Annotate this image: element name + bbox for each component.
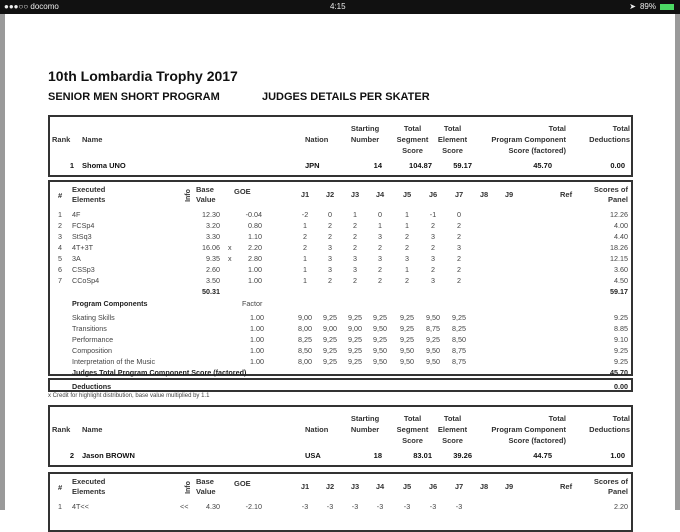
pcs-header: Program Component xyxy=(491,425,566,434)
judge-score: 9,25 xyxy=(323,357,337,366)
component-name: Interpretation of the Music xyxy=(72,357,156,366)
panel-header: Panel xyxy=(607,195,628,204)
judge-score: 9,00 xyxy=(348,324,362,333)
element-code: StSq3 xyxy=(72,232,92,241)
judge-score: 2 xyxy=(353,243,357,252)
element-code: 3A xyxy=(72,254,81,263)
judge-score: 9,25 xyxy=(452,313,466,322)
num-header: # xyxy=(58,483,63,492)
element-code: 4T<< xyxy=(72,502,89,511)
judge-score: 9,00 xyxy=(323,324,337,333)
base-header: Base xyxy=(196,185,214,194)
goe-value: 1.00 xyxy=(248,265,262,274)
goe-value: 0.80 xyxy=(248,221,262,230)
panel-score: 2.20 xyxy=(614,502,628,511)
judge-header: J8 xyxy=(479,482,489,491)
tes-header: Total xyxy=(443,124,462,133)
scores-header: Scores of xyxy=(593,477,628,486)
judge-score: 9,00 xyxy=(298,313,312,322)
panel-header: Panel xyxy=(607,487,628,496)
judge-score: -2 xyxy=(301,210,309,219)
judge-header: J6 xyxy=(428,190,438,199)
base-value: 9.35 xyxy=(206,254,220,263)
judge-score: 8,25 xyxy=(452,324,466,333)
pcs-total-label: Judges Total Program Component Score (factored) xyxy=(72,368,247,377)
judge-score: 9,25 xyxy=(373,335,387,344)
tss-header: Segment xyxy=(396,135,429,144)
deductions-label: Deductions xyxy=(72,382,112,391)
total-deductions: 1.00 xyxy=(610,451,625,460)
skater-rank: 2 xyxy=(69,451,74,460)
judge-score: 1 xyxy=(405,265,409,274)
deductions-value: 0.00 xyxy=(614,382,628,391)
component-factor: 1.00 xyxy=(250,346,264,355)
judge-header: J3 xyxy=(350,482,360,491)
ref-header: Ref xyxy=(560,482,573,491)
judge-score: -3 xyxy=(403,502,411,511)
judge-score: 0 xyxy=(457,210,461,219)
panel-score: 12.26 xyxy=(610,210,628,219)
segment-title: SENIOR MEN SHORT PROGRAM xyxy=(48,91,220,103)
name-header: Name xyxy=(82,425,103,434)
judge-header: J9 xyxy=(504,190,514,199)
judge-score: 3 xyxy=(457,243,461,252)
num-header: # xyxy=(58,191,63,200)
judge-score: 8,25 xyxy=(298,335,312,344)
judge-score: 9,25 xyxy=(373,313,387,322)
component-factor: 1.00 xyxy=(250,335,264,344)
judge-score: 8,00 xyxy=(298,324,312,333)
element-number: 1 xyxy=(58,210,62,219)
judge-score: 9,25 xyxy=(323,335,337,344)
judge-score: 9,50 xyxy=(426,357,440,366)
elements-header: Elements xyxy=(72,195,106,204)
component-score: 8.85 xyxy=(614,324,628,333)
judge-score: 2 xyxy=(405,243,409,252)
judge-score: 2 xyxy=(457,265,461,274)
info-header: Info xyxy=(184,481,192,494)
status-right xyxy=(629,0,674,14)
bonus-marker: x xyxy=(228,254,232,263)
panel-score: 4.00 xyxy=(614,221,628,230)
judge-header: J6 xyxy=(428,482,438,491)
starting-header: Starting xyxy=(350,414,380,423)
tss-header: Score xyxy=(402,146,423,155)
rank-header: Rank xyxy=(52,135,71,144)
element-number: 7 xyxy=(58,276,62,285)
judge-score: 2 xyxy=(378,276,382,285)
deductions-header: Total xyxy=(612,124,630,133)
status-bar xyxy=(0,0,680,14)
deductions-header: Deductions xyxy=(589,135,630,144)
judge-score: 9,50 xyxy=(373,357,387,366)
judge-score: 1 xyxy=(303,221,307,230)
judge-score: 9,50 xyxy=(373,346,387,355)
judge-header: J1 xyxy=(300,190,310,199)
element-info: << xyxy=(180,502,189,511)
goe-value: 1.10 xyxy=(248,232,262,241)
skater-name: Jason BROWN xyxy=(82,451,135,460)
judge-score: 3 xyxy=(405,254,409,263)
right-edge xyxy=(675,14,680,510)
number-header: Number xyxy=(350,135,380,144)
element-number: 4 xyxy=(58,243,62,252)
judge-score: 2 xyxy=(431,221,435,230)
judge-header: J4 xyxy=(375,482,385,491)
judge-score: 1 xyxy=(378,221,382,230)
judge-score: 2 xyxy=(405,276,409,285)
judge-score: 9,50 xyxy=(373,324,387,333)
component-name: Performance xyxy=(72,335,114,344)
judge-score: 8,00 xyxy=(298,357,312,366)
judge-score: 9,25 xyxy=(348,313,362,322)
judge-score: 9,25 xyxy=(426,335,440,344)
judge-score: 9,25 xyxy=(323,313,337,322)
tss-header: Total xyxy=(403,414,422,423)
judge-score: 2 xyxy=(328,221,332,230)
info-header: Info xyxy=(184,189,192,202)
judge-header: J2 xyxy=(325,190,335,199)
goe-value: 1.00 xyxy=(248,276,262,285)
judge-score: 2 xyxy=(303,243,307,252)
judge-score: 2 xyxy=(353,221,357,230)
judge-score: 3 xyxy=(328,243,332,252)
judge-score: 2 xyxy=(457,254,461,263)
judge-score: 3 xyxy=(378,254,382,263)
name-header: Name xyxy=(82,135,103,144)
total-segment-score: 104.87 xyxy=(409,161,432,170)
judge-header: J5 xyxy=(402,482,412,491)
tes-header: Total xyxy=(443,414,462,423)
judge-header: J7 xyxy=(454,482,464,491)
panel-score: 4.40 xyxy=(614,232,628,241)
event-title: 10th Lombardia Trophy 2017 xyxy=(48,68,238,84)
judge-score: 9,50 xyxy=(400,346,414,355)
nation-header: Nation xyxy=(305,425,329,434)
element-number: 3 xyxy=(58,232,62,241)
judge-score: 2 xyxy=(303,232,307,241)
judge-score: 2 xyxy=(431,243,435,252)
element-code: CCoSp4 xyxy=(72,276,100,285)
goe-value: -2.10 xyxy=(245,502,262,511)
judge-score: 1 xyxy=(303,276,307,285)
judge-header: J7 xyxy=(454,190,464,199)
skater-name: Shoma UNO xyxy=(82,161,126,170)
left-edge xyxy=(0,14,5,510)
judge-score: 9,25 xyxy=(323,346,337,355)
location-icon: ➤ xyxy=(629,2,636,11)
starting-header: Starting xyxy=(350,124,380,133)
total-element-score: 59.17 xyxy=(453,161,472,170)
elements-table xyxy=(48,472,633,532)
panel-score: 3.60 xyxy=(614,265,628,274)
judge-score: 1 xyxy=(405,210,409,219)
goe-value: -0.04 xyxy=(245,210,262,219)
report-title: JUDGES DETAILS PER SKATER xyxy=(262,91,430,103)
starting-number: 18 xyxy=(373,451,382,460)
judge-score: 3 xyxy=(431,232,435,241)
base-value: 3.30 xyxy=(206,232,220,241)
judge-score: -3 xyxy=(429,502,437,511)
skater-nation: JPN xyxy=(305,161,320,170)
panel-score: 4.50 xyxy=(614,276,628,285)
judge-score: 3 xyxy=(431,276,435,285)
tes-header: Element xyxy=(437,135,468,144)
base-value: 2.60 xyxy=(206,265,220,274)
total-pcs: 45.70 xyxy=(533,161,552,170)
pcs-header: Score (factored) xyxy=(508,146,566,155)
judge-score: 8,75 xyxy=(452,357,466,366)
judge-score: -1 xyxy=(429,210,437,219)
judge-score: 0 xyxy=(328,210,332,219)
tes-header: Score xyxy=(442,436,463,445)
carrier: ●●●○○ docomo xyxy=(4,2,59,11)
judge-score: 1 xyxy=(303,254,307,263)
scores-header: Scores of xyxy=(593,185,628,194)
judge-score: 9,25 xyxy=(400,335,414,344)
elements-table xyxy=(48,180,633,376)
skater-summary xyxy=(48,115,633,177)
skater-nation: USA xyxy=(305,451,321,460)
judge-score: 2 xyxy=(431,265,435,274)
pcs-header: Total xyxy=(548,414,566,423)
base-value: 4.30 xyxy=(206,502,220,511)
component-factor: 1.00 xyxy=(250,357,264,366)
rank-header: Rank xyxy=(52,425,71,434)
element-code: 4F xyxy=(72,210,81,219)
base-value: 3.20 xyxy=(206,221,220,230)
pcs-header: Program Component xyxy=(491,135,566,144)
judge-score: 3 xyxy=(378,232,382,241)
component-name: Skating Skills xyxy=(72,313,115,322)
deductions-row xyxy=(48,378,633,392)
judge-score: 3 xyxy=(353,254,357,263)
judge-score: 9,50 xyxy=(400,357,414,366)
skater-rank: 1 xyxy=(69,161,74,170)
judge-score: 2 xyxy=(405,232,409,241)
base-value-total: 50.31 xyxy=(202,287,220,296)
component-score: 9.25 xyxy=(614,346,628,355)
judge-score: -3 xyxy=(326,502,334,511)
base-header: Base xyxy=(196,477,214,486)
judge-score: 2 xyxy=(378,243,382,252)
goe-header: GOE xyxy=(234,187,251,196)
judge-score: 1 xyxy=(353,210,357,219)
tss-header: Segment xyxy=(396,425,429,434)
judge-score: 9,50 xyxy=(426,346,440,355)
element-code: FCSp4 xyxy=(72,221,95,230)
ref-header: Ref xyxy=(560,190,573,199)
element-number: 2 xyxy=(58,221,62,230)
value-header: Value xyxy=(196,195,216,204)
tes-header: Element xyxy=(437,425,468,434)
goe-header: GOE xyxy=(234,479,251,488)
pcs-total: 45.70 xyxy=(610,368,628,377)
component-name: Transitions xyxy=(72,324,107,333)
judge-score: 2 xyxy=(328,232,332,241)
judge-score: 3 xyxy=(328,254,332,263)
judge-score: -3 xyxy=(301,502,309,511)
number-header: Number xyxy=(350,425,380,434)
component-score: 9.25 xyxy=(614,313,628,322)
judge-header: J1 xyxy=(300,482,310,491)
judge-score: 3 xyxy=(353,265,357,274)
judge-score: 9,25 xyxy=(348,357,362,366)
judge-score: 9,25 xyxy=(348,335,362,344)
tss-header: Score xyxy=(402,436,423,445)
judge-header: J5 xyxy=(402,190,412,199)
judge-score: 2 xyxy=(328,276,332,285)
element-number: 1 xyxy=(58,502,62,511)
factor-label: Factor xyxy=(242,299,263,308)
value-header: Value xyxy=(196,487,216,496)
judge-score: -3 xyxy=(455,502,463,511)
judge-score: -3 xyxy=(351,502,359,511)
judge-score: 9,25 xyxy=(400,313,414,322)
base-value: 3.50 xyxy=(206,276,220,285)
element-code: CSSp3 xyxy=(72,265,95,274)
judge-score: 9,25 xyxy=(400,324,414,333)
pcs-header: Score (factored) xyxy=(508,436,566,445)
goe-value: 2.80 xyxy=(248,254,262,263)
total-segment-score: 83.01 xyxy=(413,451,432,460)
judge-score: 2 xyxy=(353,276,357,285)
judge-score: 9,50 xyxy=(426,313,440,322)
judge-score: -3 xyxy=(376,502,384,511)
element-number: 6 xyxy=(58,265,62,274)
nation-header: Nation xyxy=(305,135,329,144)
judge-score: 2 xyxy=(353,232,357,241)
judge-score: 2 xyxy=(457,276,461,285)
panel-score: 18.26 xyxy=(610,243,628,252)
judge-score: 3 xyxy=(431,254,435,263)
judge-score: 1 xyxy=(405,221,409,230)
battery-percent: 89% xyxy=(639,2,656,11)
deductions-header: Total xyxy=(612,414,630,423)
judge-header: J3 xyxy=(350,190,360,199)
judge-header: J8 xyxy=(479,190,489,199)
total-element-score: 39.26 xyxy=(453,451,472,460)
component-factor: 1.00 xyxy=(250,313,264,322)
judge-header: J4 xyxy=(375,190,385,199)
judge-score: 8,75 xyxy=(452,346,466,355)
element-code: 4T+3T xyxy=(72,243,93,252)
component-score: 9.25 xyxy=(614,357,628,366)
base-value: 12.30 xyxy=(202,210,220,219)
executed-header: Executed xyxy=(72,185,106,194)
skater-summary xyxy=(48,405,633,467)
starting-number: 14 xyxy=(373,161,382,170)
total-pcs: 44.75 xyxy=(533,451,552,460)
goe-value: 2.20 xyxy=(248,243,262,252)
tss-header: Total xyxy=(403,124,422,133)
deductions-header: Deductions xyxy=(589,425,630,434)
panel-score: 12.15 xyxy=(610,254,628,263)
bonus-marker: x xyxy=(228,243,232,252)
total-deductions: 0.00 xyxy=(610,161,625,170)
component-score: 9.10 xyxy=(614,335,628,344)
pcs-header: Total xyxy=(548,124,566,133)
judge-score: 2 xyxy=(457,221,461,230)
judge-header: J9 xyxy=(504,482,514,491)
judge-score: 8,50 xyxy=(298,346,312,355)
base-value: 16.06 xyxy=(202,243,220,252)
component-factor: 1.00 xyxy=(250,324,264,333)
judge-score: 8,50 xyxy=(452,335,466,344)
judge-score: 3 xyxy=(328,265,332,274)
judge-score: 2 xyxy=(378,265,382,274)
judge-score: 8,75 xyxy=(426,324,440,333)
battery-icon xyxy=(660,4,674,10)
component-name: Composition xyxy=(72,346,112,355)
judge-score: 1 xyxy=(303,265,307,274)
element-number: 5 xyxy=(58,254,62,263)
program-components-label: Program Components xyxy=(72,299,148,308)
judge-score: 0 xyxy=(378,210,382,219)
tes-header: Score xyxy=(442,146,463,155)
judge-header: J2 xyxy=(325,482,335,491)
element-score-total: 59.17 xyxy=(610,287,628,296)
judge-score: 2 xyxy=(457,232,461,241)
judge-score: 9,25 xyxy=(348,346,362,355)
footnote: x Credit for highlight distribution, base value multiplied by 1.1 xyxy=(48,393,210,399)
clock: 4:15 xyxy=(330,2,346,11)
elements-header: Elements xyxy=(72,487,106,496)
executed-header: Executed xyxy=(72,477,106,486)
